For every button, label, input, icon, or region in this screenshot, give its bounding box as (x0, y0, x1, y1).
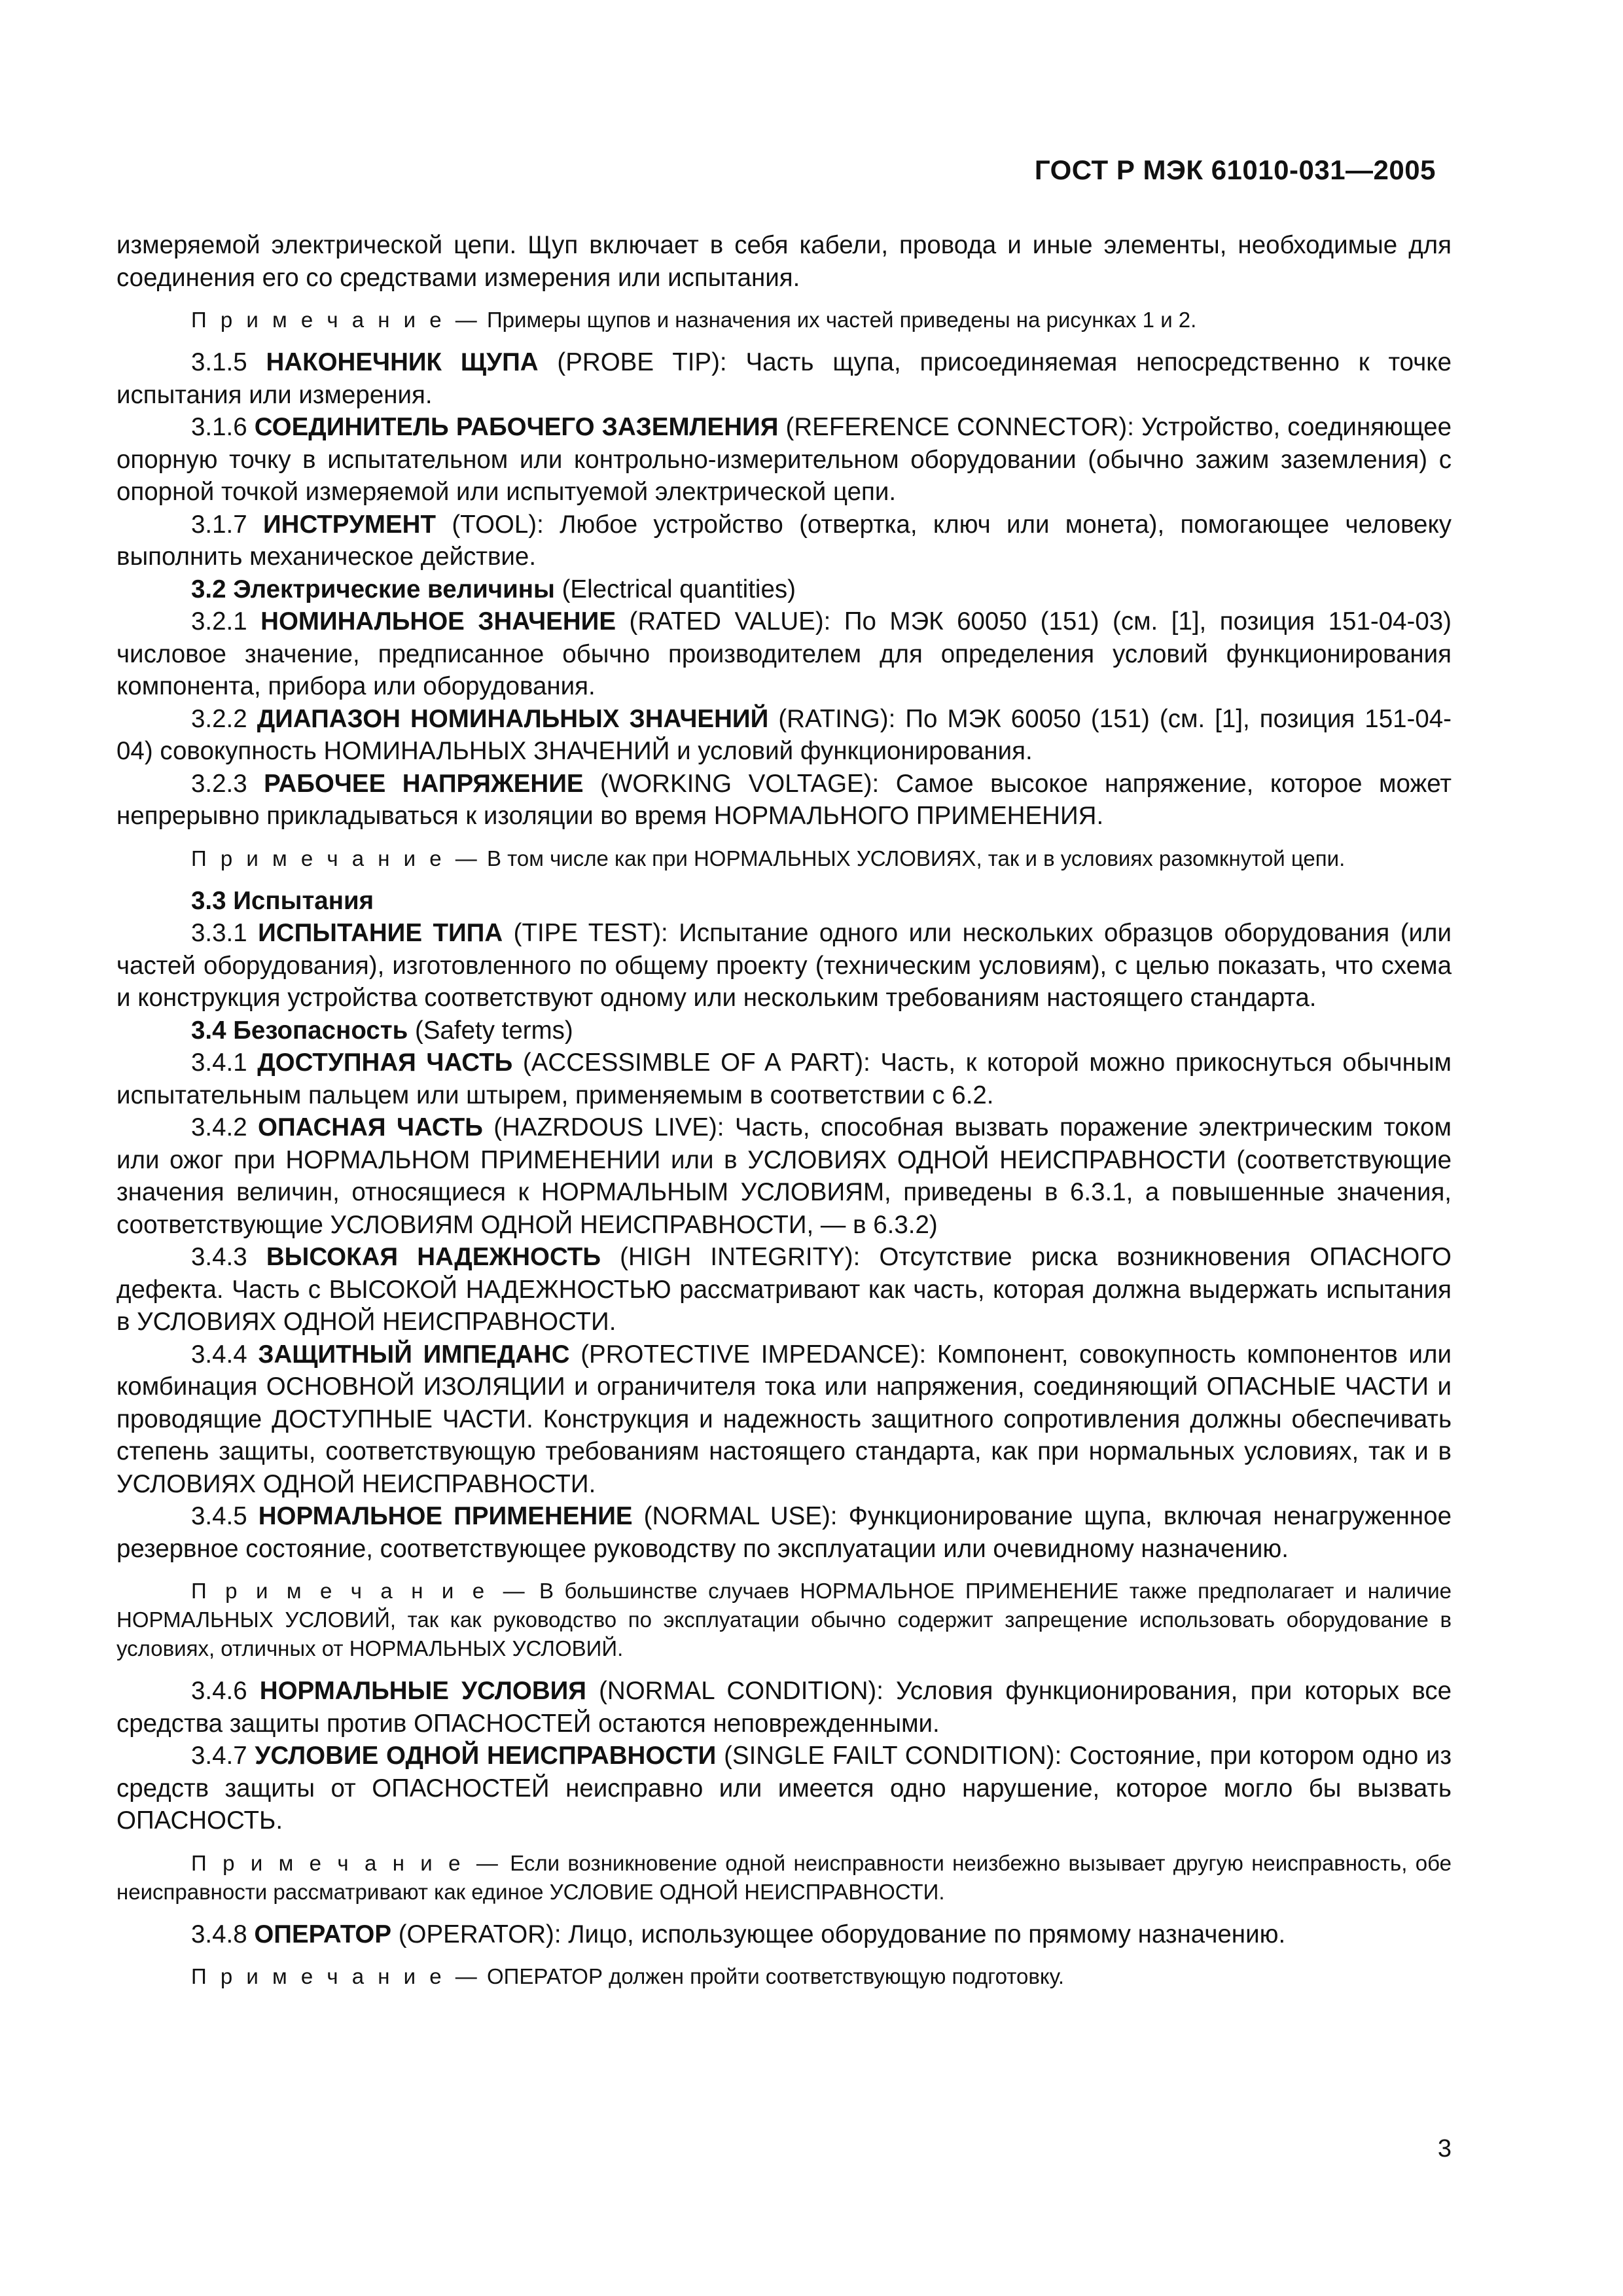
note: П р и м е ч а н и е — В том числе как при НОРМАЛЬНЫХ УСЛОВИЯХ, так и в условиях разомкнутой цепи. (191, 846, 1346, 870)
term-3-1-6: 3.1.6 СОЕДИНИТЕЛЬ РАБОЧЕГО ЗАЗЕМЛЕНИЯ (REFERENCE CONNECTOR): Устройство, соединяющее опорную точку в испытательном или контрольно-измерительном оборудовании (обычно зажим заземления) с опорной точкой измеряемой или испытуемой электрической цепи. (116, 413, 1452, 506)
note-label: П р и м е ч а н и е — (191, 308, 481, 332)
paragraph-continuation: измеряемой электрической цепи. Щуп включает в себя кабели, провода и иные элементы, необходимые для соединения его со средствами измерения или испытания. (116, 231, 1452, 292)
term-3-1-7: 3.1.7 ИНСТРУМЕНТ (TOOL): Любое устройство (отвертка, ключ или монета), помогающее человеку выполнить механическое действие. (116, 510, 1452, 571)
term-3-4-2: 3.4.2 ОПАСНАЯ ЧАСТЬ (HAZRDOUS LIVE): Часть, способная вызвать поражение электрическим током или ожог при НОРМАЛЬНОМ ПРИМЕНЕНИИ или в УСЛОВИЯХ ОДНОЙ НЕИСПРАВНОСТИ (соответствующие значения величин, относящиеся к НОРМАЛЬНЫМ УСЛОВИЯМ, приведены в 6.3.1, а повышенные значения, соответствующие УСЛОВИЯМ ОДНОЙ НЕИСПРАВНОСТИ, — в 6.3.2) (116, 1113, 1452, 1239)
section-heading-3-4: 3.4 Безопасность (Safety terms) (191, 1016, 573, 1045)
document-header: ГОСТ Р МЭК 61010-031—2005 (1034, 154, 1436, 185)
term-3-4-7: 3.4.7 УСЛОВИЕ ОДНОЙ НЕИСПРАВНОСТИ (SINGLE FAILT CONDITION): Состояние, при котором одно из средств защиты от ОПАСНОСТЕЙ неисправно или имеется одно нарушение, которое могло бы вызвать ОПАСНОСТЬ. (116, 1742, 1452, 1835)
term-3-1-5: 3.1.5 НАКОНЕЧНИК ЩУПА (PROBE TIP): Часть щупа, присоединяемая непосредственно к точке испытания или измерения. (116, 348, 1452, 409)
document-body (116, 229, 1452, 2003)
term-name: ОПЕРАТОР (254, 1920, 392, 1948)
section-title: Испытания (233, 886, 374, 915)
term-3-4-5: 3.4.5 НОРМАЛЬНОЕ ПРИМЕНЕНИЕ (NORMAL USE): Функционирование щупа, включая ненагруженное резервное состояние, соответствующее руководству по эксплуатации или очевидному назначению. (116, 1502, 1452, 1563)
term-3-4-4: 3.4.4 ЗАЩИТНЫЙ ИМПЕДАНС (PROTECTIVE IMPEDANCE): Компонент, совокупность компонентов или комбинация ОСНОВНОЙ ИЗОЛЯЦИИ и ограничителя тока или напряжения, соединяющий ОПАСНЫЕ ЧАСТИ и проводящие ДОСТУПНЫЕ ЧАСТИ. Конструкция и надежность защитного сопротивления должны обеспечивать степень защиты, соответствующую требованиям настоящего стандарта, как при нормальных условиях, так и в УСЛОВИЯХ ОДНОЙ НЕИСПРАВНОСТИ. (116, 1340, 1452, 1498)
term-3-4-1: 3.4.1 ДОСТУПНАЯ ЧАСТЬ (ACCESSIMBLE OF A PART): Часть, к которой можно прикоснуться обычным испытательным пальцем или штырем, применяемым в соответствии с 6.2. (116, 1049, 1452, 1109)
term-name: УСЛОВИЕ ОДНОЙ НЕИСПРАВНОСТИ (255, 1742, 717, 1770)
term-name: НАКОНЕЧНИК ЩУПА (266, 348, 539, 376)
note-label: П р и м е ч а н и е — (191, 1850, 502, 1875)
term-3-2-2: 3.2.2 ДИАПАЗОН НОМИНАЛЬНЫХ ЗНАЧЕНИЙ (RATING): По МЭК 60050 (151) (см. [1], позиция 151-04-04) совокупность НОМИНАЛЬНЫХ ЗНАЧЕНИЙ и условий функционирования. (116, 704, 1452, 765)
term-name: НОРМАЛЬНОЕ ПРИМЕНЕНИЕ (258, 1502, 633, 1530)
note-label: П р и м е ч а н и е — (191, 846, 481, 870)
term-3-4-3: 3.4.3 ВЫСОКАЯ НАДЕЖНОСТЬ (HIGH INTEGRITY): Отсутствие риска возникновения ОПАСНОГО дефекта. Часть с ВЫСОКОЙ НАДЕЖНОСТЬЮ рассматривают как часть, которая должна выдержать испытания в УСЛОВИЯХ ОДНОЙ НЕИСПРАВНОСТИ. (116, 1243, 1452, 1336)
term-3-4-8: 3.4.8 ОПЕРАТОР (OPERATOR): Лицо, использующее оборудование по прямому назначению. (191, 1920, 1286, 1948)
note-label: П р и м е ч а н и е — (191, 1964, 481, 1988)
term-3-4-6: 3.4.6 НОРМАЛЬНЫЕ УСЛОВИЯ (NORMAL CONDITION): Условия функционирования, при которых все средства защиты против ОПАСНОСТЕЙ остаются неповрежденными. (116, 1677, 1452, 1738)
term-name: ИСПЫТАНИЕ ТИПА (258, 919, 503, 947)
term-name: НОРМАЛЬНЫЕ УСЛОВИЯ (259, 1677, 586, 1705)
term-name: РАБОЧЕЕ НАПРЯЖЕНИЕ (264, 769, 584, 798)
term-name: СОЕДИНИТЕЛЬ РАБОЧЕГО ЗАЗЕМЛЕНИЯ (254, 413, 779, 441)
term-name: ЗАЩИТНЫЙ ИМПЕДАНС (258, 1340, 570, 1369)
term-3-2-3: 3.2.3 РАБОЧЕЕ НАПРЯЖЕНИЕ (WORKING VOLTAGE): Самое высокое напряжение, которое может непрерывно прикладываться к изоляции во время НОРМАЛЬНОГО ПРИМЕНЕНИЯ. (116, 769, 1452, 830)
page-number: 3 (1437, 2135, 1452, 2162)
term-name: ДИАПАЗОН НОМИНАЛЬНЫХ ЗНАЧЕНИЙ (257, 704, 769, 733)
section-title: Электрические величины (233, 575, 555, 603)
note: П р и м е ч а н и е — ОПЕРАТОР должен пройти соответствующую подготовку. (191, 1964, 1065, 1988)
section-heading-3-2: 3.2 Электрические величины (Electrical quantities) (191, 575, 796, 603)
term-name: ДОСТУПНАЯ ЧАСТЬ (257, 1049, 513, 1077)
term-name: ОПАСНАЯ ЧАСТЬ (258, 1113, 483, 1141)
term-3-3-1: 3.3.1 ИСПЫТАНИЕ ТИПА (TIPE TEST): Испытание одного или нескольких образцов оборудования (или частей оборудования), изготовленного по общему проекту (техническим условиям), с целью показать, что схема и конструкция устройства соответствуют одному или нескольким требованиям настоящего стандарта. (116, 919, 1452, 1012)
term-name: ВЫСОКАЯ НАДЕЖНОСТЬ (266, 1243, 601, 1271)
term-name: НОМИНАЛЬНОЕ ЗНАЧЕНИЕ (260, 607, 616, 636)
term-name: ИНСТРУМЕНТ (262, 510, 436, 539)
section-heading-3-3: 3.3 Испытания (191, 886, 374, 915)
note: П р и м е ч а н и е — В большинстве случаев НОРМАЛЬНОЕ ПРИМЕНЕНИЕ также предполагает и наличие НОРМАЛЬНЫХ УСЛОВИЙ, так как руководство по эксплуатации обычно содержит запрещение использовать оборудование в условиях, отличных от НОРМАЛЬНЫХ УСЛОВИЙ. (116, 1579, 1452, 1660)
section-title: Безопасность (233, 1016, 408, 1045)
note: П р и м е ч а н и е — Примеры щупов и назначения их частей приведены на рисунках 1 и 2. (191, 308, 1197, 332)
note-label: П р и м е ч а н и е — (191, 1579, 529, 1603)
term-3-2-1: 3.2.1 НОМИНАЛЬНОЕ ЗНАЧЕНИЕ (RATED VALUE): По МЭК 60050 (151) (см. [1], позиция 151-04-03) числовое значение, предписанное обычно производителем для определения условий функционирования компонента, прибора или оборудования. (116, 607, 1452, 700)
note: П р и м е ч а н и е — Если возникновение одной неисправности неизбежно вызывает другую неисправность, обе неисправности рассматривают как единое УСЛОВИЕ ОДНОЙ НЕИСПРАВНОСТИ. (116, 1850, 1452, 1904)
